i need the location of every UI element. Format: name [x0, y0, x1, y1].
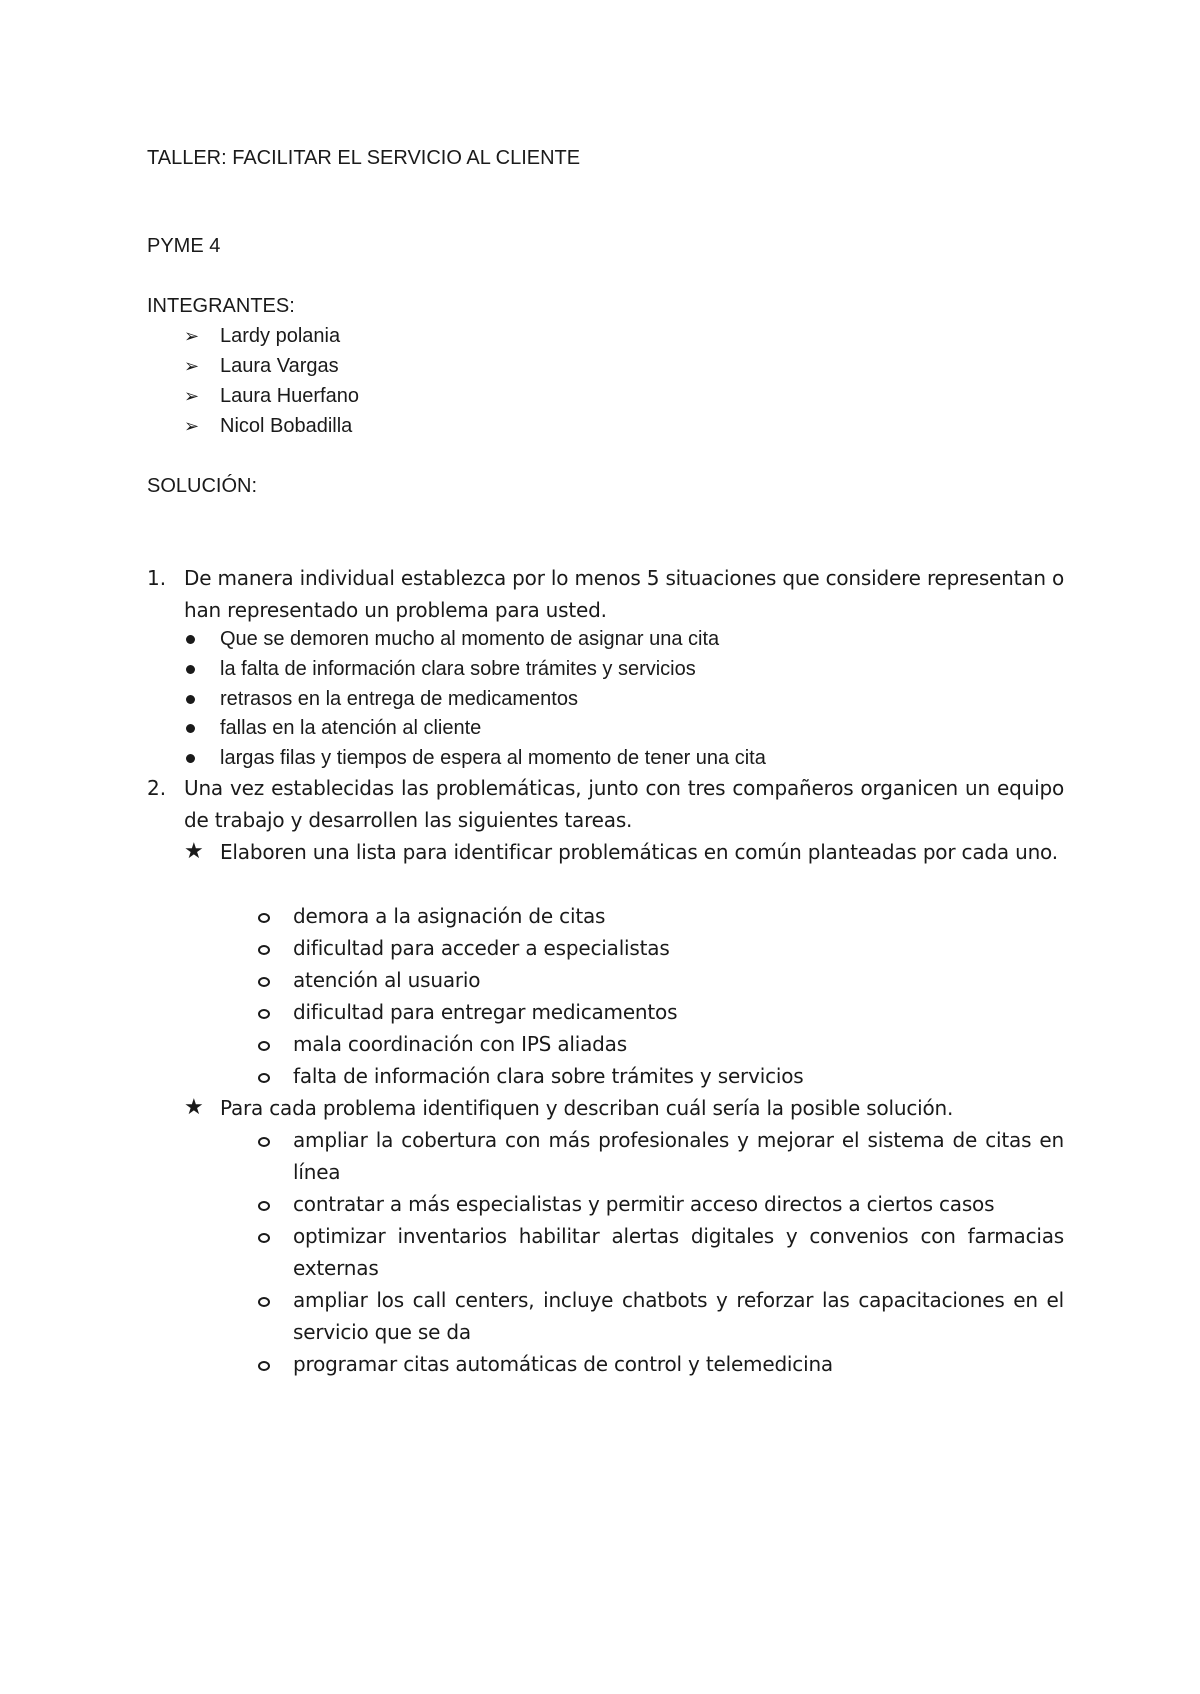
list-item: demora a la asignación de citas: [293, 904, 606, 928]
dot-bullet-icon: [184, 746, 220, 770]
circle-bullet-icon: [258, 900, 270, 932]
list-item: optimizar inventarios habilitar alertas digitales y convenios con farmacias externas: [293, 1224, 1064, 1280]
circle-bullet-icon: [258, 1028, 270, 1060]
list-item: ampliar la cobertura con más profesionales y mejorar el sistema de citas en línea: [293, 1128, 1064, 1184]
circle-bullet-icon: [258, 964, 270, 996]
dot-bullet-icon: [184, 716, 220, 740]
circle-bullet-icon: [258, 1284, 270, 1316]
list-item: Que se demoren mucho al momento de asignar una cita: [184, 627, 719, 651]
item1-text: De manera individual establezca por lo menos 5 situaciones que considere representan o han representado un problema para usted.: [184, 566, 1064, 622]
members-heading: INTEGRANTES:: [147, 295, 295, 317]
circle-bullet-icon: [258, 1348, 270, 1380]
list-item: ampliar los call centers, incluye chatbots y reforzar las capacitaciones en el servicio que se da: [293, 1288, 1064, 1344]
arrow-bullet-icon: ➢: [184, 356, 200, 376]
circle-bullet-icon: [258, 1124, 270, 1156]
document-title: TALLER: FACILITAR EL SERVICIO AL CLIENTE: [147, 147, 581, 169]
star-bullet-icon: ★: [184, 839, 204, 864]
circle-bullet-icon: [258, 932, 270, 964]
list-item: mala coordinación con IPS aliadas: [293, 1032, 627, 1056]
dot-bullet-icon: [184, 657, 220, 681]
list-item: retrasos en la entrega de medicamentos: [184, 687, 578, 711]
item-number: 1.: [147, 566, 167, 590]
member-item: ➢ Nicol Bobadilla: [184, 415, 353, 437]
circle-bullet-icon: [258, 996, 270, 1028]
list-item: fallas en la atención al cliente: [184, 716, 481, 740]
member-item: ➢ Laura Huerfano: [184, 385, 359, 407]
circle-bullet-icon: [258, 1060, 270, 1092]
pyme-label: PYME 4: [147, 235, 221, 257]
star-bullet-icon: ★: [184, 1095, 204, 1120]
member-item: ➢ Lardy polania: [184, 325, 341, 347]
item-number: 2.: [147, 776, 167, 800]
arrow-bullet-icon: ➢: [184, 386, 200, 406]
circle-bullet-icon: [258, 1220, 270, 1252]
list-item: atención al usuario: [293, 968, 481, 992]
list-item: contratar a más especialistas y permitir acceso directos a ciertos casos: [293, 1192, 995, 1216]
dot-bullet-icon: [184, 627, 220, 651]
dot-bullet-icon: [184, 687, 220, 711]
arrow-bullet-icon: ➢: [184, 416, 200, 436]
list-item: dificultad para acceder a especialistas: [293, 936, 670, 960]
solution-heading: SOLUCIÓN:: [147, 475, 258, 497]
arrow-bullet-icon: ➢: [184, 326, 200, 346]
member-item: ➢ Laura Vargas: [184, 355, 339, 377]
list-item: la falta de información clara sobre trámites y servicios: [184, 657, 696, 681]
item2-text: Una vez establecidas las problemáticas, junto con tres compañeros organicen un equipo de trabajo y desarrollen las siguientes tareas.: [184, 776, 1064, 832]
circle-bullet-icon: [258, 1188, 270, 1220]
list-item: falta de información clara sobre trámites y servicios: [293, 1064, 804, 1088]
list-item: dificultad para entregar medicamentos: [293, 1000, 678, 1024]
task2-text: Para cada problema identifiquen y describan cuál sería la posible solución.: [220, 1096, 954, 1120]
list-item: largas filas y tiempos de espera al momento de tener una cita: [184, 746, 766, 770]
task1-text: Elaboren una lista para identificar problemáticas en común planteadas por cada uno.: [220, 840, 1058, 864]
list-item: programar citas automáticas de control y telemedicina: [293, 1352, 833, 1376]
